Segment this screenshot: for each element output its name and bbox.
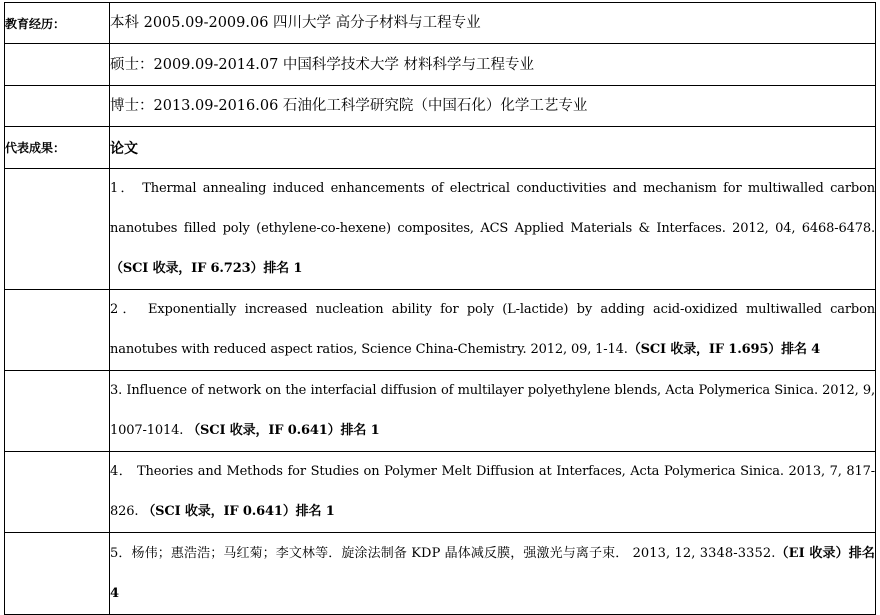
education-row-1	[5, 3, 876, 44]
paper-row	[5, 371, 876, 452]
empty-label-cell	[5, 169, 110, 290]
empty-label-cell	[5, 290, 110, 371]
paper-row	[5, 169, 876, 290]
education-undergrad: 本科 2005.09-2009.06 四川大学 高分子材料与工程专业	[110, 3, 876, 44]
paper-item-3	[110, 371, 876, 452]
resume-table	[4, 2, 876, 615]
paper-citation: 1． Thermal annealing induced enhancements of electrical conductivities and mechanism for multiwalled carbon nanotubes filled poly (ethylene-co-hexene) composites, ACS Applied Materials & Interfaces. 2012, 04, 6468-6478.	[110, 181, 875, 236]
paper-index-info: （SCI 收录，IF 0.641）排名 1	[187, 423, 380, 438]
education-label: 教育经历：	[5, 3, 110, 44]
paper-item-5	[110, 533, 876, 615]
paper-row	[5, 533, 876, 615]
achievements-header-row	[5, 127, 876, 169]
paper-citation: 5．杨伟；惠浩浩；马红菊；李文林等．旋涂法制备 KDP 晶体减反膜，强激光与离子束． 2013, 12, 3348-3352.	[110, 545, 776, 561]
paper-index-info: （SCI 收录，IF 1.695）排名 4	[627, 342, 821, 357]
empty-label-cell	[5, 371, 110, 452]
paper-index-info: （SCI 收录，IF 6.723）排名 1	[110, 261, 303, 276]
paper-item-1	[110, 169, 876, 290]
paper-citation: 4． Theories and Methods for Studies on Polymer Melt Diffusion at Interfaces, Acta Polymerica Sinica. 2013, 7, 817-826.	[110, 464, 875, 519]
empty-label-cell	[5, 44, 110, 86]
education-row-2	[5, 44, 876, 86]
paper-index-info: （SCI 收录，IF 0.641）排名 1	[142, 504, 335, 519]
empty-label-cell	[5, 452, 110, 533]
education-row-3	[5, 86, 876, 127]
paper-index-info: （EI 收录）排名 4	[110, 545, 875, 601]
achievements-label: 代表成果：	[5, 127, 110, 169]
paper-citation: 2． Exponentially increased nucleation ability for poly (L-lactide) by adding acid-oxidized multiwalled carbon nanotubes with reduced aspect ratios, Science China-Chemistry. 2012, 09, 1-14.	[110, 302, 875, 357]
paper-item-4	[110, 452, 876, 533]
education-phd: 博士：2013.09-2016.06 石油化工科学研究院（中国石化）化学工艺专业	[110, 86, 876, 127]
paper-item-2	[110, 290, 876, 371]
paper-citation: 3. Influence of network on the interfacial diffusion of multilayer polyethylene blends, Acta Polymerica Sinica. 2012, 9, 1007-1014.	[110, 383, 875, 438]
empty-label-cell	[5, 533, 110, 615]
paper-row	[5, 452, 876, 533]
section-title-papers: 论文	[110, 127, 876, 169]
paper-row	[5, 290, 876, 371]
education-masters: 硕士：2009.09-2014.07 中国科学技术大学 材料科学与工程专业	[110, 44, 876, 86]
empty-label-cell	[5, 86, 110, 127]
